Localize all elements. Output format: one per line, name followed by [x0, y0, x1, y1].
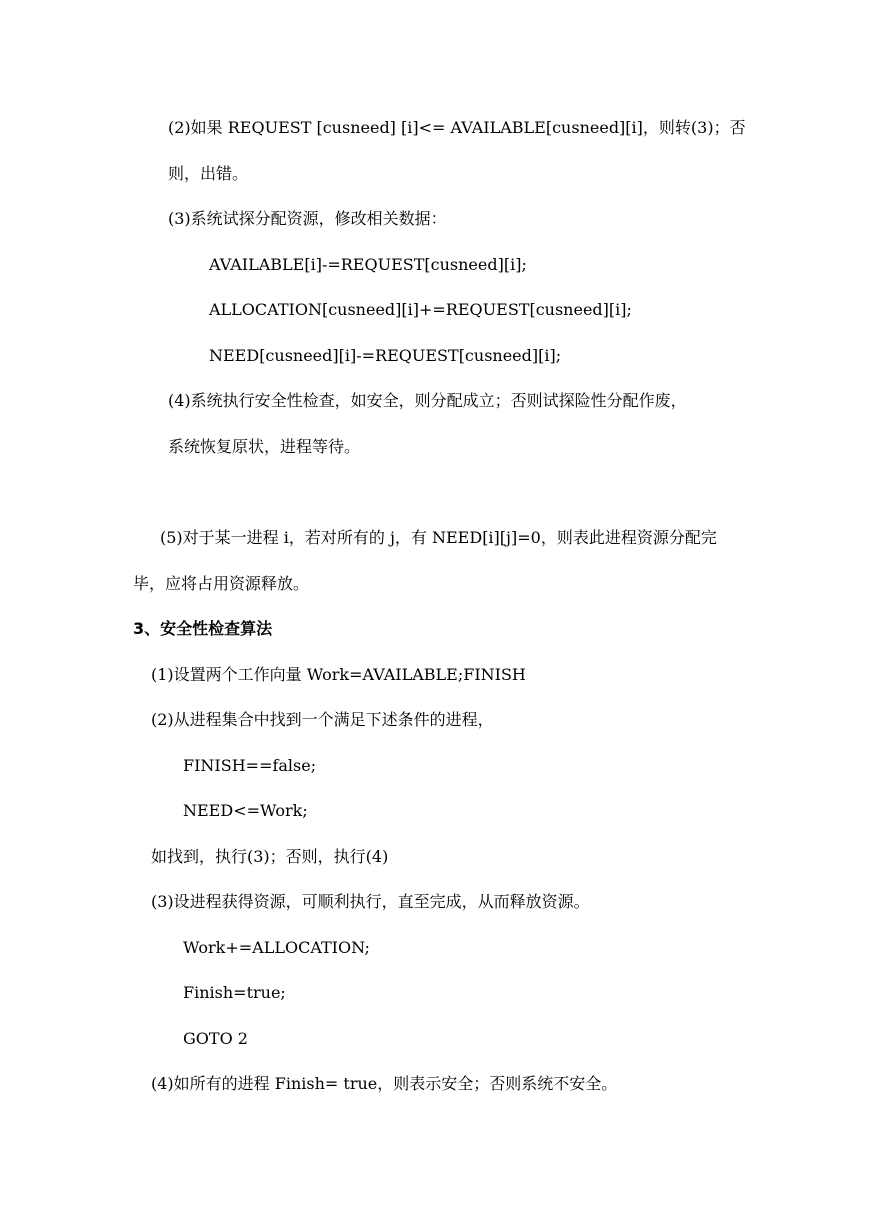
step-2-result: 如找到，执行(3)；否则，执行(4)	[151, 847, 389, 866]
paragraph-5-line-1: (5)对于某一进程 i，若对所有的 j，有 NEED[i][j]=0，则表此进程资源分配完	[160, 528, 717, 547]
step-3: (3)设进程获得资源，可顺利执行，直至完成，从而释放资源。	[151, 892, 590, 911]
code-line-work: Work+=ALLOCATION;	[183, 938, 370, 957]
code-line-need: NEED[cusneed][i]-=REQUEST[cusneed][i];	[209, 346, 562, 365]
paragraph-4-line-1: (4)系统执行安全性检查，如安全，则分配成立；否则试探险性分配作废，	[168, 391, 687, 410]
paragraph-5-line-2: 毕，应将占用资源释放。	[133, 574, 310, 593]
code-line-available: AVAILABLE[i]-=REQUEST[cusneed][i];	[209, 255, 527, 274]
section-heading: 3、安全性检查算法	[133, 619, 273, 638]
step-1: (1)设置两个工作向量 Work=AVAILABLE;FINISH	[151, 665, 526, 684]
paragraph-2-line-2: 则，出错。	[168, 164, 249, 183]
code-line-finish-true: Finish=true;	[183, 983, 286, 1002]
condition-need: NEED<=Work;	[183, 801, 308, 820]
code-line-allocation: ALLOCATION[cusneed][i]+=REQUEST[cusneed][i];	[209, 300, 632, 319]
paragraph-3: (3)系统试探分配资源，修改相关数据：	[168, 209, 447, 228]
step-2: (2)从进程集合中找到一个满足下述条件的进程，	[151, 710, 494, 729]
condition-finish: FINISH==false;	[183, 756, 317, 775]
step-4: (4)如所有的进程 Finish= true，则表示安全；否则系统不安全。	[151, 1074, 618, 1093]
code-line-goto: GOTO 2	[183, 1029, 248, 1048]
paragraph-4-line-2: 系统恢复原状，进程等待。	[168, 437, 361, 456]
paragraph-2-line-1: (2)如果 REQUEST [cusneed] [i]<= AVAILABLE[cusneed][i]，则转(3)；否	[168, 118, 746, 137]
